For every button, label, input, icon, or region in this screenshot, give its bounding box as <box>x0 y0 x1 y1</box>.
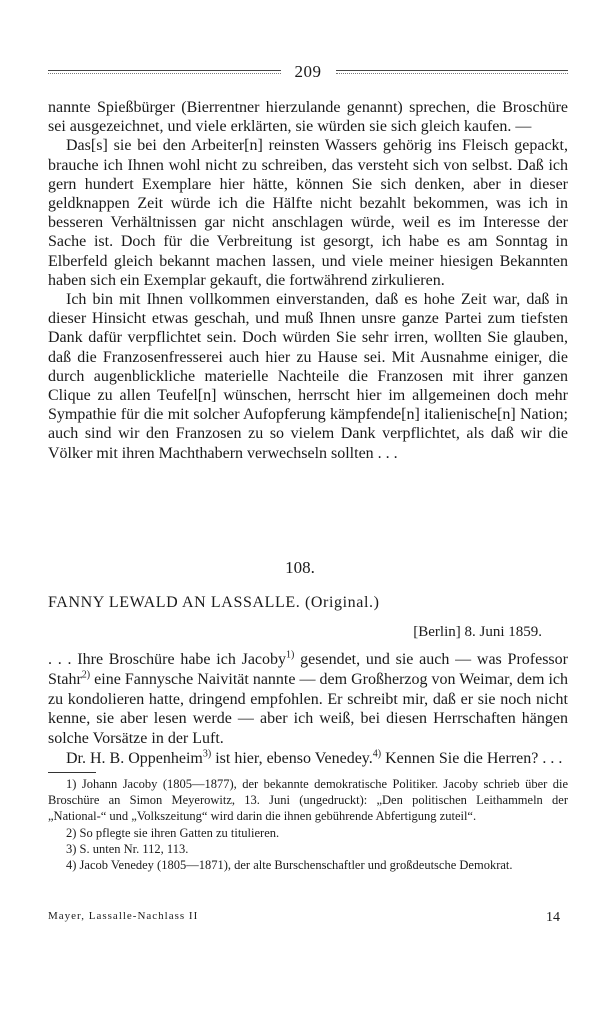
letter-paragraph <box>48 749 568 769</box>
body-paragraph: Ich bin mit Ihnen vollkommen einverstanden, daß es hohe Zeit war, daß in dieser Hinsicht etwas geschah, und muß Ihnen unsre ganze Partei zum tiefsten Dank dafür verpflichtet sein. Doch würden Sie sehr irren, wollten Sie glauben, daß die Franzosenfresserei auch hier zu Hause sei. Mit Ausnahme einiger, die durch augenblickliche materielle Nachteile die Franzosen mit ihrer ganzen Clique zu allen Teufel[n] wünschen, herrscht hier im allgemeinen doch mehr Sympathie für die mit solcher Aufopferung kämpfende[n] italienische[n] Nation; auch sind wir den Franzosen zu so vielem Dank verpflichtet, als daß wir die Völker mit ihren Machthabern verwechseln sollten . . . <box>48 291 568 462</box>
footnote-rule <box>48 772 96 773</box>
letter-text-run: Kennen Sie die Herren? . . . <box>381 749 563 767</box>
printer-signature <box>48 910 568 926</box>
page-number: 209 <box>294 62 322 81</box>
footnote-ref: 2) <box>81 669 91 681</box>
footnote-ref: 3) <box>202 748 212 760</box>
letter-number: 108. <box>285 558 315 577</box>
body-paragraph: nannte Spießbürger (Bierrentner hierzulande genannt) sprechen, die Broschüre sei ausgezeichnet, und viele erklärten, sie würden sie sich gleich kaufen. — <box>48 99 568 136</box>
letter-text-run: eine Fannysche Naivität nannte — dem Großherzog von Weimar, dem ich zu kondolieren hatte, dringend empfohlen. Er schreibt mir, daß er sie noch nicht kenne, sie aber lesen werde — aber ich weiß, bei diesen Herrschaften hängen solche Vorsätze in der Luft. <box>48 670 568 748</box>
header-rule-left <box>48 70 281 74</box>
letter-text-run: Dr. H. B. Oppenheim <box>66 749 203 767</box>
letter-paragraph <box>48 650 568 749</box>
footnote-ref: 4) <box>372 748 382 760</box>
footnote-ref: 1) <box>286 649 295 661</box>
footnotes <box>48 776 568 873</box>
letter-text-run: gesendet, und sie auch — was Professor Stahr <box>48 651 568 688</box>
letter-heading <box>48 594 568 612</box>
letter-source-note: (Original.) <box>304 594 380 611</box>
body-paragraph: Das[s] sie bei den Arbeiter[n] reinsten Wassers gehörig ins Fleisch gepackt, brauche ich Ihnen wohl nicht zu schreiben, das versteht sich von selbst. Daß ich gern hundert Exemplare hier hätte, können Sie sich denken, aber in dieser geldknappen Zeit würde ich die Hälfte nicht bezahlt bekommen, was ich in besseren Verhältnissen gar nicht anschlagen würde, weil es im Interesse der Sache ist. Doch für die Verbreitung ist gesorgt, ich habe es am Sonntag in Elberfeld gleich bekannt machen lassen, und viele meiner hiesigen Bekannten haben sich ein Exemplar gekauft, die fortwährend zirkulieren. <box>48 137 568 289</box>
letter-text <box>48 650 568 769</box>
letter-date: [Berlin] 8. Juni 1859. <box>413 624 542 640</box>
footnote: 3) S. unten Nr. 112, 113. <box>66 841 189 856</box>
letter-title: FANNY LEWALD AN LASSALLE. <box>48 594 301 611</box>
running-head <box>48 60 568 84</box>
letter-text-run: ist hier, ebenso Venedey. <box>211 749 373 767</box>
continued-letter-text <box>48 98 568 463</box>
header-rule-right <box>336 70 569 74</box>
footnote: 2) So pflegte sie ihren Gatten zu titulieren. <box>66 825 280 840</box>
letter-text-run: . . . Ihre Broschüre habe ich Jacoby <box>48 651 287 668</box>
sheet-number: 14 <box>546 910 560 925</box>
footnote: 1) Johann Jacoby (1805—1877), der bekannte demokratische Politiker. Jacoby schrieb über die Broschüre an Simon Meyerowitz, 13. Juni (ungedruckt): „Den politischen Leithammeln der „National-“ und „Volkszeitung“ wird darin die ihnen gebührende Abfertigung zuteil“. <box>48 777 568 824</box>
signature-label: Mayer, Lassalle-Nachlass II <box>48 910 199 922</box>
footnote: 4) Jacob Venedey (1805—1871), der alte Burschenschaftler und großdeutsche Demokrat. <box>66 858 513 873</box>
